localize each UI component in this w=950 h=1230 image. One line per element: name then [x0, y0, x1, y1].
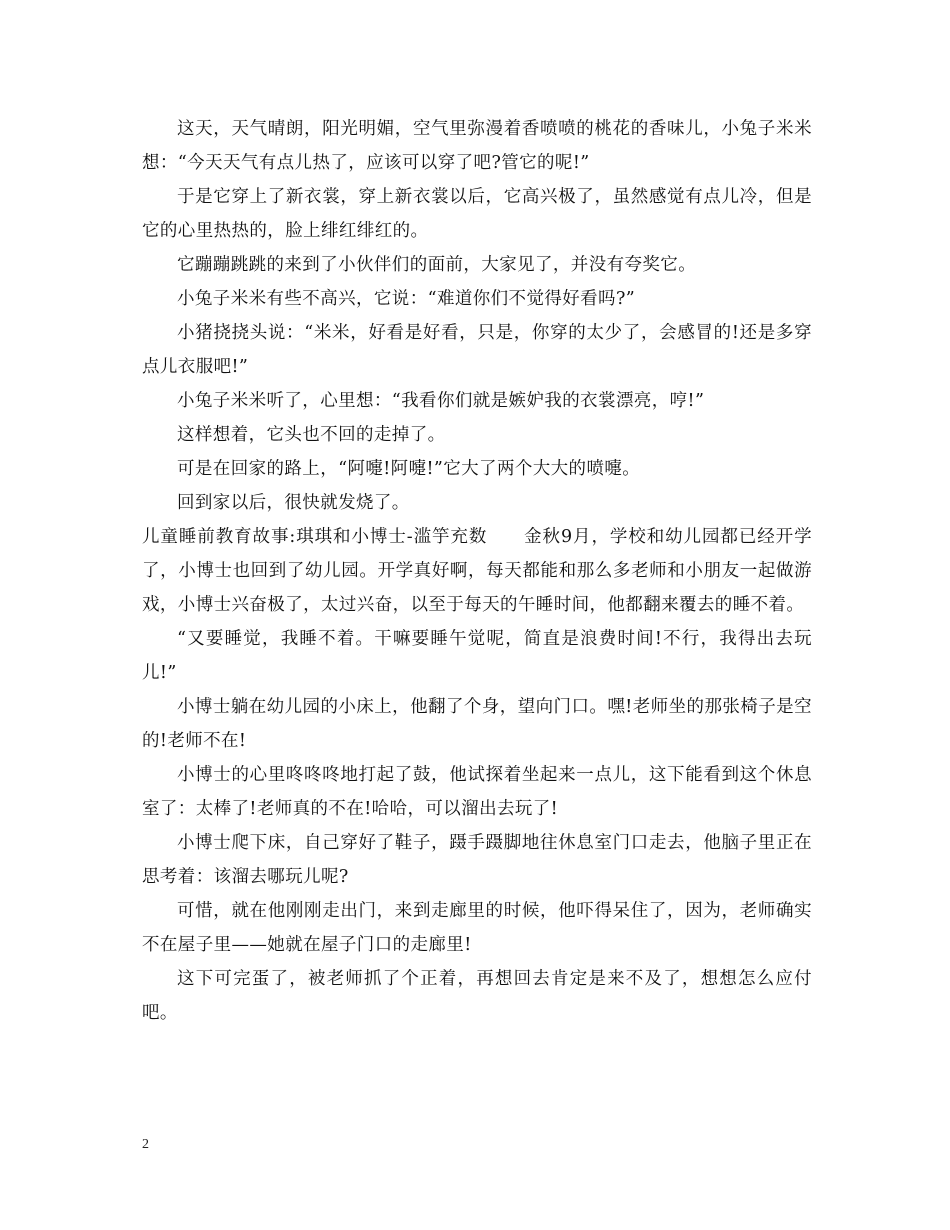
paragraph: 于是它穿上了新衣裳，穿上新衣裳以后，它高兴极了，虽然感觉有点儿冷，但是它的心里热热的，脸上绯红绯红的。: [142, 187, 812, 241]
paragraph: 小兔子米米听了，心里想：“我看你们就是嫉妒我的衣裳漂亮，哼!”: [177, 391, 705, 411]
paragraph: 可惜，就在他刚刚走出门，来到走廊里的时候，他吓得呆住了，因为，老师确实不在屋子里——她就在屋子门口的走廊里!: [142, 901, 812, 955]
paragraph: 小博士的心里咚咚咚地打起了鼓，他试探着坐起来一点儿，这下能看到这个休息室了：太棒了!老师真的不在!哈哈，可以溜出去玩了!: [142, 765, 812, 819]
document-body: [142, 112, 812, 1030]
paragraph: 这天，天气晴朗，阳光明媚，空气里弥漫着香喷喷的桃花的香味儿，小兔子米米想：“今天天气有点儿热了，应该可以穿了吧?管它的呢!”: [142, 119, 812, 173]
paragraph: 它蹦蹦跳跳的来到了小伙伴们的面前，大家见了，并没有夸奖它。: [177, 255, 697, 275]
paragraph: 小博士躺在幼儿园的小床上，他翻了个身，望向门口。嘿!老师坐的那张椅子是空的!老师不在!: [142, 697, 812, 751]
paragraph: 回到家以后，很快就发烧了。: [177, 493, 410, 513]
paragraph: 可是在回家的路上，“阿嚏!阿嚏!”它大了两个大大的喷嚏。: [177, 459, 641, 479]
paragraph: 小博士爬下床，自己穿好了鞋子，蹑手蹑脚地往休息室门口走去，他脑子里正在思考着：该溜去哪玩儿呢?: [142, 833, 812, 887]
page-number: 2: [142, 1137, 149, 1152]
paragraph: “又要睡觉，我睡不着。干嘛要睡午觉呢，简直是浪费时间!不行，我得出去玩儿!”: [142, 629, 812, 683]
paragraph: 这样想着，它头也不回的走掉了。: [177, 425, 446, 445]
paragraph: 小猪挠挠头说：“米米，好看是好看，只是，你穿的太少了，会感冒的!还是多穿点儿衣服吧!”: [142, 323, 812, 377]
story-heading-paragraph: 儿童睡前教育故事:琪琪和小博士-滥竽充数 金秋9月，学校和幼儿园都已经开学了，小博士也回到了幼儿园。开学真好啊，每天都能和那么多老师和小朋友一起做游戏，小博士兴奋极了，太过兴奋，以至于每天的午睡时间，他都翻来覆去的睡不着。: [142, 527, 812, 615]
paragraph: 小兔子米米有些不高兴，它说：“难道你们不觉得好看吗?”: [177, 289, 636, 309]
paragraph: 这下可完蛋了，被老师抓了个正着，再想回去肯定是来不及了，想想怎么应付吧。: [142, 969, 812, 1023]
